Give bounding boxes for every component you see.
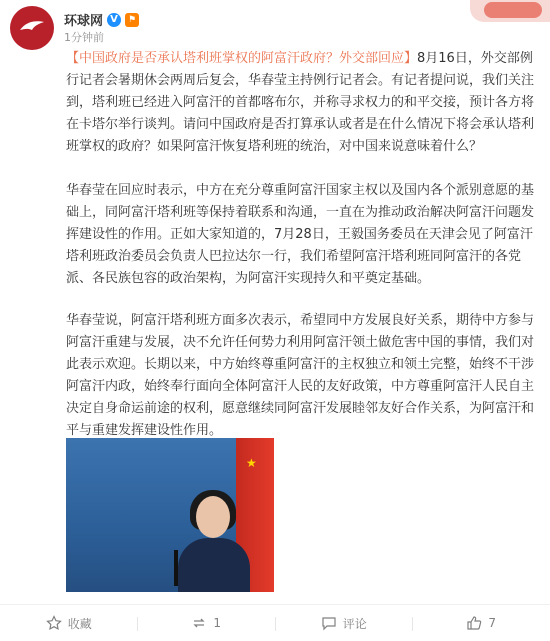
topic-link[interactable]: 【中国政府是否承认塔利班掌权的阿富汗政府？外交部回应】	[66, 51, 417, 66]
divider	[275, 617, 276, 631]
corner-art	[484, 2, 542, 18]
post-image[interactable]	[66, 438, 274, 592]
verified-badge: V	[107, 13, 121, 27]
thumbs-up-icon	[466, 615, 482, 631]
comment-icon	[321, 615, 337, 631]
paragraph-1	[66, 48, 536, 158]
divider	[137, 617, 138, 631]
repost-button[interactable]	[138, 605, 276, 641]
post-time[interactable]: 1分钟前	[64, 29, 104, 45]
repost-count: 1	[213, 616, 221, 630]
level-badge: ⚑	[125, 13, 139, 27]
favorite-label: 收藏	[68, 615, 92, 632]
comment-label: 评论	[343, 615, 367, 632]
action-bar	[0, 604, 550, 641]
corner-decoration	[470, 0, 550, 22]
author-name[interactable]: 环球网	[64, 10, 103, 29]
flag-star-icon: ★	[246, 456, 257, 470]
repost-icon	[191, 615, 207, 631]
like-count: 7	[488, 616, 496, 630]
star-icon	[46, 615, 62, 631]
paragraph-2: 华春莹在回应时表示，中方在充分尊重阿富汗国家主权以及国内各个派别意愿的基础上，同阿富汗塔利班等保持着联系和沟通，一直在为推动政治解决阿富汗问题发挥建设性的作用。正如大家知道的，7月28日，王毅国务委员在天津会见了阿富汗塔利班政治委员会负责人巴拉达尔一行，我们希望阿富汗塔利班同阿富汗的各党派、各民族包容的政治架构，为阿富汗实现持久和平奠定基础。	[66, 180, 536, 290]
post-content	[66, 48, 536, 462]
like-button[interactable]	[413, 605, 550, 641]
person-body	[178, 538, 250, 592]
author-row	[64, 10, 139, 29]
huanqiu-logo-icon	[18, 18, 46, 34]
microphone	[174, 550, 178, 586]
paragraph-1-text: 8月16日，外交部例行记者会暑期休会两周后复会，华春莹主持例行记者会。有记者提问说，我们关注到，塔利班已经进入阿富汗的首都喀布尔，并称寻求权力的和平交接，预计各方将在卡塔尔举行谈判。请问中国政府是否打算承认或者是在什么情况下将会承认塔利班掌权的政府？如果阿富汗恢复塔利班的统治，对中国来说意味着什么？	[66, 51, 534, 154]
author-avatar[interactable]	[10, 6, 54, 50]
person-head	[196, 496, 230, 538]
divider	[412, 617, 413, 631]
favorite-button[interactable]	[0, 605, 138, 641]
comment-button[interactable]	[275, 605, 413, 641]
paragraph-3: 华春莹说，阿富汗塔利班方面多次表示，希望同中方发展良好关系，期待中方参与阿富汗重建与发展，决不允许任何势力利用阿富汗领土做危害中国的事情，我们对此表示欢迎。长期以来，中方始终尊重阿富汗的主权独立和领土完整，始终不干涉阿富汗内政，始终奉行面向全体阿富汗人民的友好政策，中方尊重阿富汗人民自主决定自身命运前途的权利，愿意继续同阿富汗发展睦邻友好合作关系，为阿富汗和平与重建发挥建设性作用。	[66, 310, 536, 442]
